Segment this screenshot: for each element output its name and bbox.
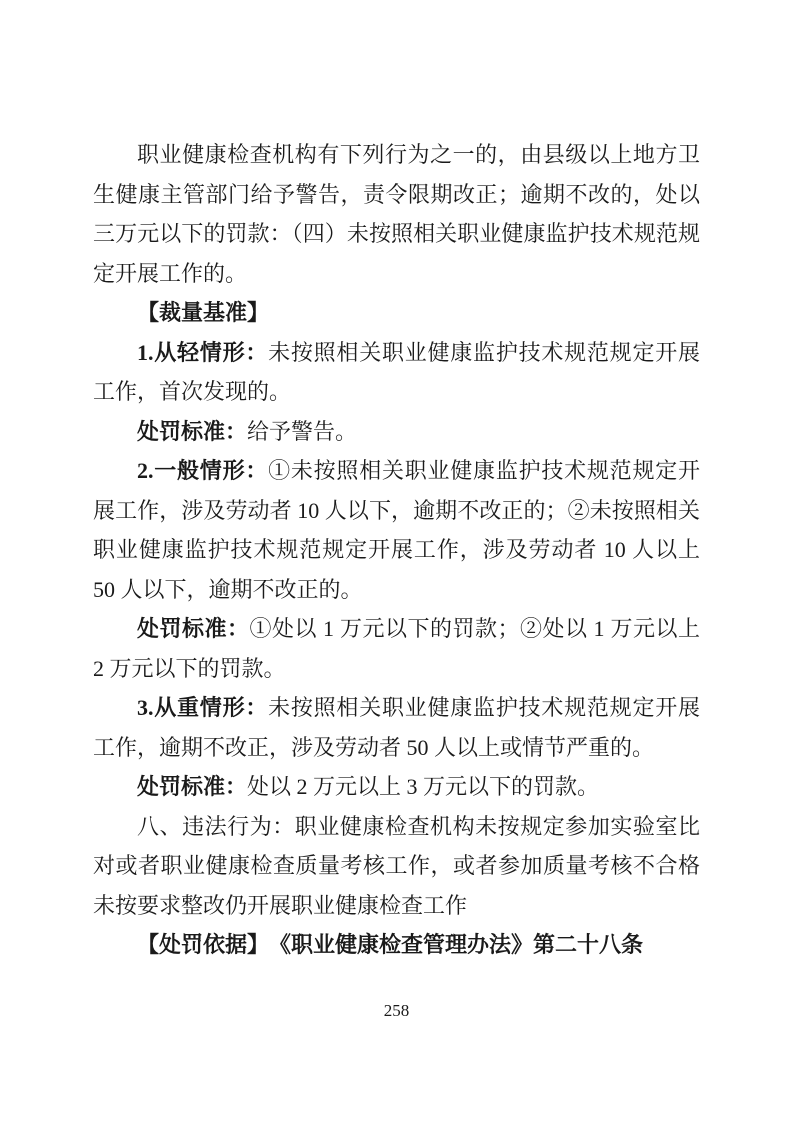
penalty-basis — [93, 925, 700, 965]
body-text: 未按照相关职业健康监护技术规范规定开展工作，首次发现的。 — [93, 339, 700, 404]
bold-text: 1.从轻情形： — [137, 339, 269, 365]
document-body — [93, 135, 700, 965]
body-text: 未按照相关职业健康监护技术规范规定开展工作，逾期不改正，涉及劳动者 50 人以上或情节严重的。 — [93, 695, 700, 760]
bold-text: 处罚标准： — [137, 616, 250, 641]
body-text: ①未按照相关职业健康监护技术规范规定开展工作，涉及劳动者 10 人以下，逾期不改正的；②未按照相关职业健康监护技术规范规定开展工作，涉及劳动者 10 人以上 50 人以下，逾期不改正的。 — [93, 458, 700, 602]
violation-eight — [93, 807, 700, 926]
penalty-standard-3 — [93, 767, 700, 807]
severe-circumstance — [93, 688, 700, 767]
penalty-standard-1 — [93, 412, 700, 452]
page-number: 258 — [383, 1001, 410, 1020]
general-circumstance — [93, 451, 700, 609]
bold-text: 2.一般情形： — [137, 458, 269, 483]
body-text: ①处以 1 万元以下的罚款；②处以 1 万元以上 2 万元以下的罚款。 — [93, 616, 700, 681]
body-text: 职业健康检查机构有下列行为之一的，由县级以上地方卫生健康主管部门给予警告，责令限期改正；逾期不改的，处以三万元以下的罚款：（四）未按照相关职业健康监护技术规范规定开展工作的。 — [93, 142, 700, 286]
intro-paragraph — [93, 135, 700, 293]
bold-text: 【处罚依据】 《职业健康检查管理办法》第二十八条 — [137, 932, 644, 957]
body-text: 处以 2 万元以上 3 万元以下的罚款。 — [247, 774, 600, 799]
penalty-standard-2 — [93, 609, 700, 688]
body-text: 给予警告。 — [247, 418, 358, 444]
bold-text: 处罚标准： — [137, 418, 248, 444]
bold-text: 处罚标准： — [137, 774, 248, 799]
bold-text: 【裁量基准】 — [137, 300, 270, 325]
bold-text: 3.从重情形： — [137, 695, 269, 720]
section-heading-discretion-basis — [93, 293, 700, 333]
body-text: 八、违法行为：职业健康检查机构未按规定参加实验室比对或者职业健康检查质量考核工作，或者参加质量考核不合格未按要求整改仍开展职业健康检查工作 — [93, 813, 700, 918]
lenient-circumstance — [93, 333, 700, 412]
